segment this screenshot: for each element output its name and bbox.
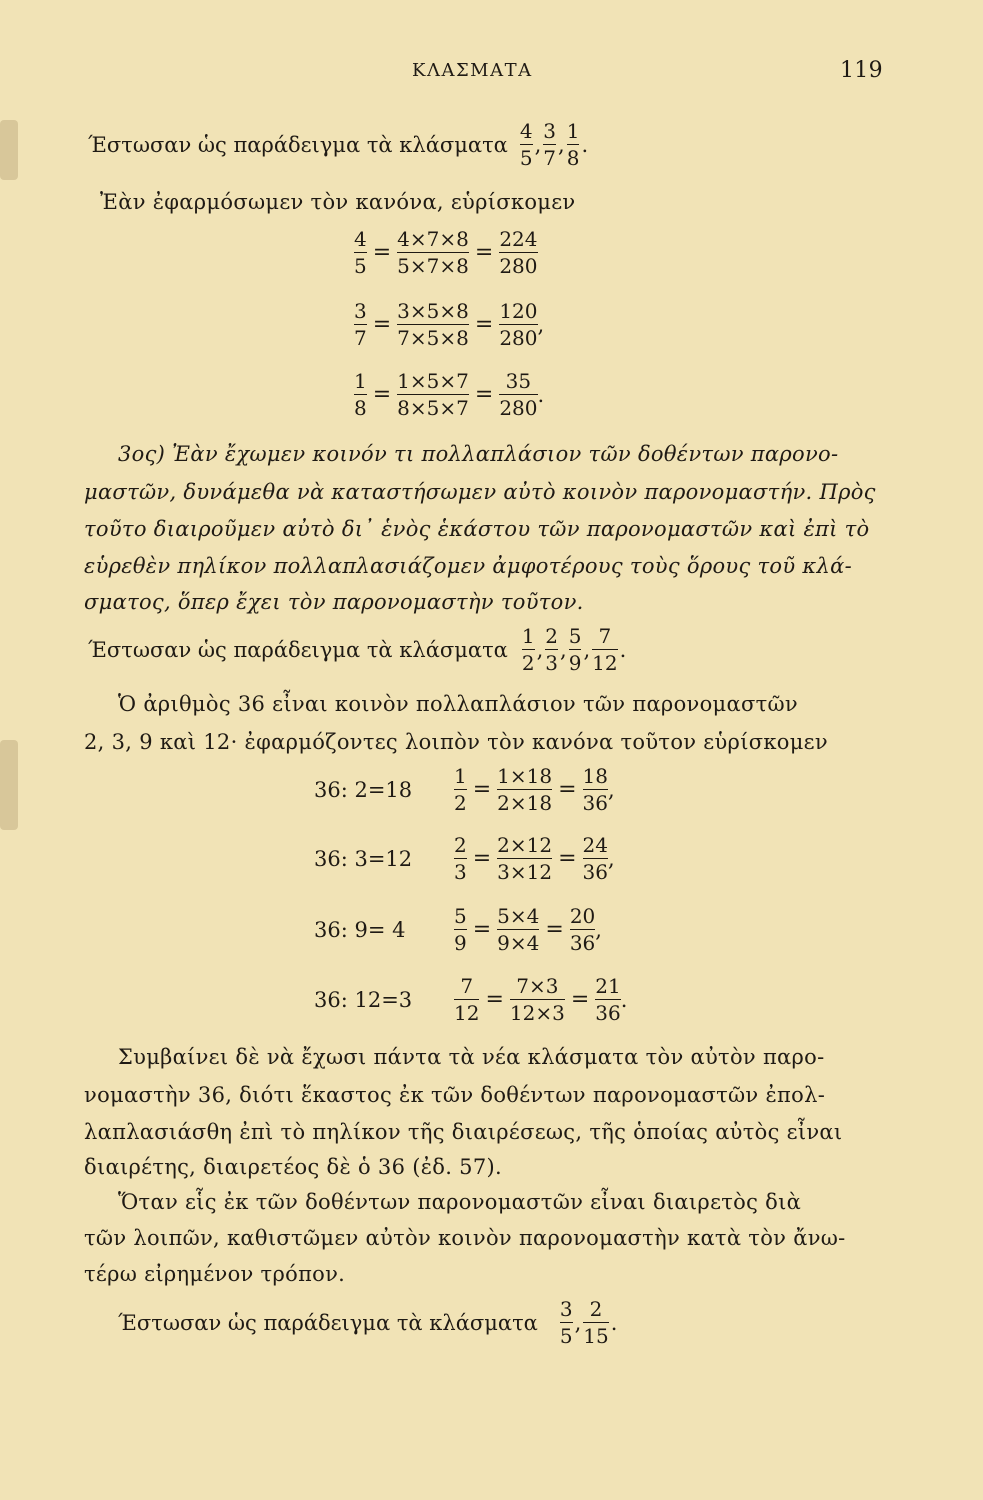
paragraph-line: τῶν λοιπῶν, καθιστῶμεν αὐτὸν κοινὸν παρονομαστὴν κατὰ τὸν ἄνω- [84,1226,846,1250]
apply-rule-line: Ἐὰν ἐφαρμόσωμεν τὸν κανόνα, εὑρίσκομεν [100,190,576,214]
equation-row: 36: 12=3 $\frac{7}{12}$ = $\frac{7\times 3}{12\times 3}$ = $\frac{21}{36}$ . [314,974,628,1025]
fraction: $\frac{1}{2}$ [521,624,535,675]
fraction: $\frac{3}{5}$ [559,1297,573,1348]
example2-intro: Έστωσαν ὡς παράδειγμα τὰ κλάσματα $\frac{1}{2}$ , $\frac{2}{3}$ , $\frac{5}{9}$ , $\frac{7}{12}$ . [88,624,627,675]
example3-intro-text: Έστωσαν ὡς παράδειγμα τὰ κλάσματα [118,1310,538,1335]
fraction: $\frac{5}{9}$ [568,624,582,675]
running-title: ΚΛΑΣΜΑΤΑ [412,60,533,81]
equation-row: 36: 9= 4 $\frac{5}{9}$ = $\frac{5\times 4}{9\times 4}$ = $\frac{20}{36}$ , [314,904,602,955]
paragraph-line: Συμβαίνει δὲ νὰ ἔχωσι πάντα τὰ νέα κλάσματα τὸν αὐτὸν παρο- [118,1045,825,1069]
equation-row: $\frac{1}{8}$ = $\frac{1\times 5\times 7}{8\times 5\times 7}$ = $\frac{35}{280}$ . [354,369,545,420]
equation-row: 36: 3=12 $\frac{2}{3}$ = $\frac{2\times 12}{3\times 12}$ = $\frac{24}{36}$ , [314,833,615,884]
example1-intro: Έστωσαν ὡς παράδειγμα τὰ κλάσματα $\frac{4}{5}$ , $\frac{3}{7}$ , $\frac{1}{8}$ . [88,119,589,170]
fraction: $\frac{3}{7}$ [543,119,557,170]
fraction: $\frac{2}{15}$ [583,1297,609,1348]
example1-intro-text: Έστωσαν ὡς παράδειγμα τὰ κλάσματα [88,132,508,157]
paragraph-line: τέρω εἰρημένον τρόπον. [84,1262,346,1286]
example2-line: 2, 3, 9 καὶ 12· ἐφαρμόζοντες λοιπὸν τὸν κανόνα τοῦτον εὑρίσκομεν [84,730,828,754]
margin-stain [0,120,18,180]
fraction: $\frac{2}{3}$ [545,624,559,675]
fraction: $\frac{4}{5}$ [519,119,533,170]
paragraph-line: λαπλασιάσθη ἐπὶ τὸ πηλίκον τῆς διαιρέσεως, τῆς ὁποίας αὐτὸς εἶναι [84,1120,843,1144]
paragraph-line: νομαστὴν 36, διότι ἕκαστος ἐκ τῶν δοθέντων παρονομαστῶν ἐπολ- [84,1083,826,1107]
example2-line: Ὁ ἀριθμὸς 36 εἶναι κοινὸν πολλαπλάσιον τῶν παρονομαστῶν [118,692,798,716]
equation-row: $\frac{3}{7}$ = $\frac{3\times 5\times 8}{7\times 5\times 8}$ = $\frac{120}{280}$ , [354,299,545,350]
rule3-line: τοῦτο διαιροῦμεν αὐτὸ δι᾽ ἑνὸς ἑκάστου τῶν παρονομαστῶν καὶ ἐπὶ τὸ [84,517,870,541]
rule3-line: σματος, ὅπερ ἔχει τὸν παρονομαστὴν τοῦτον. [84,590,584,614]
equation-row: 36: 2=18 $\frac{1}{2}$ = $\frac{1\times 18}{2\times 18}$ = $\frac{18}{36}$ , [314,764,615,815]
rule3-line: μαστῶν, δυνάμεθα νὰ καταστήσωμεν αὐτὸ κοινὸν παρονομαστήν. Πρὸς [84,480,876,504]
page-number: 119 [840,58,883,83]
equation-row: $\frac{4}{5}$ = $\frac{4\times 7\times 8}{5\times 7\times 8}$ = $\frac{224}{280}$ [354,227,538,278]
margin-stain [0,740,18,830]
rule3-line: εὑρεθὲν πηλίκον πολλαπλασιάζομεν ἀμφοτέρους τοὺς ὅρους τοῦ κλά- [84,554,852,578]
example3-intro: Έστωσαν ὡς παράδειγμα τὰ κλάσματα $\frac{3}{5}$ , $\frac{2}{15}$ . [118,1297,618,1348]
fraction: $\frac{1}{8}$ [566,119,580,170]
paragraph-line: διαιρέτης, διαιρετέος δὲ ὁ 36 (ἐδ. 57). [84,1155,502,1179]
paragraph-line: Ὅταν εἷς ἐκ τῶν δοθέντων παρονομαστῶν εἶναι διαιρετὸς διὰ [118,1190,802,1214]
rule3-line: 3ος) Ἐὰν ἔχωμεν κοινόν τι πολλαπλάσιον τῶν δοθέντων παρονο- [118,442,839,466]
fraction: $\frac{7}{12}$ [592,624,618,675]
example2-intro-text: Έστωσαν ὡς παράδειγμα τὰ κλάσματα [88,637,508,662]
